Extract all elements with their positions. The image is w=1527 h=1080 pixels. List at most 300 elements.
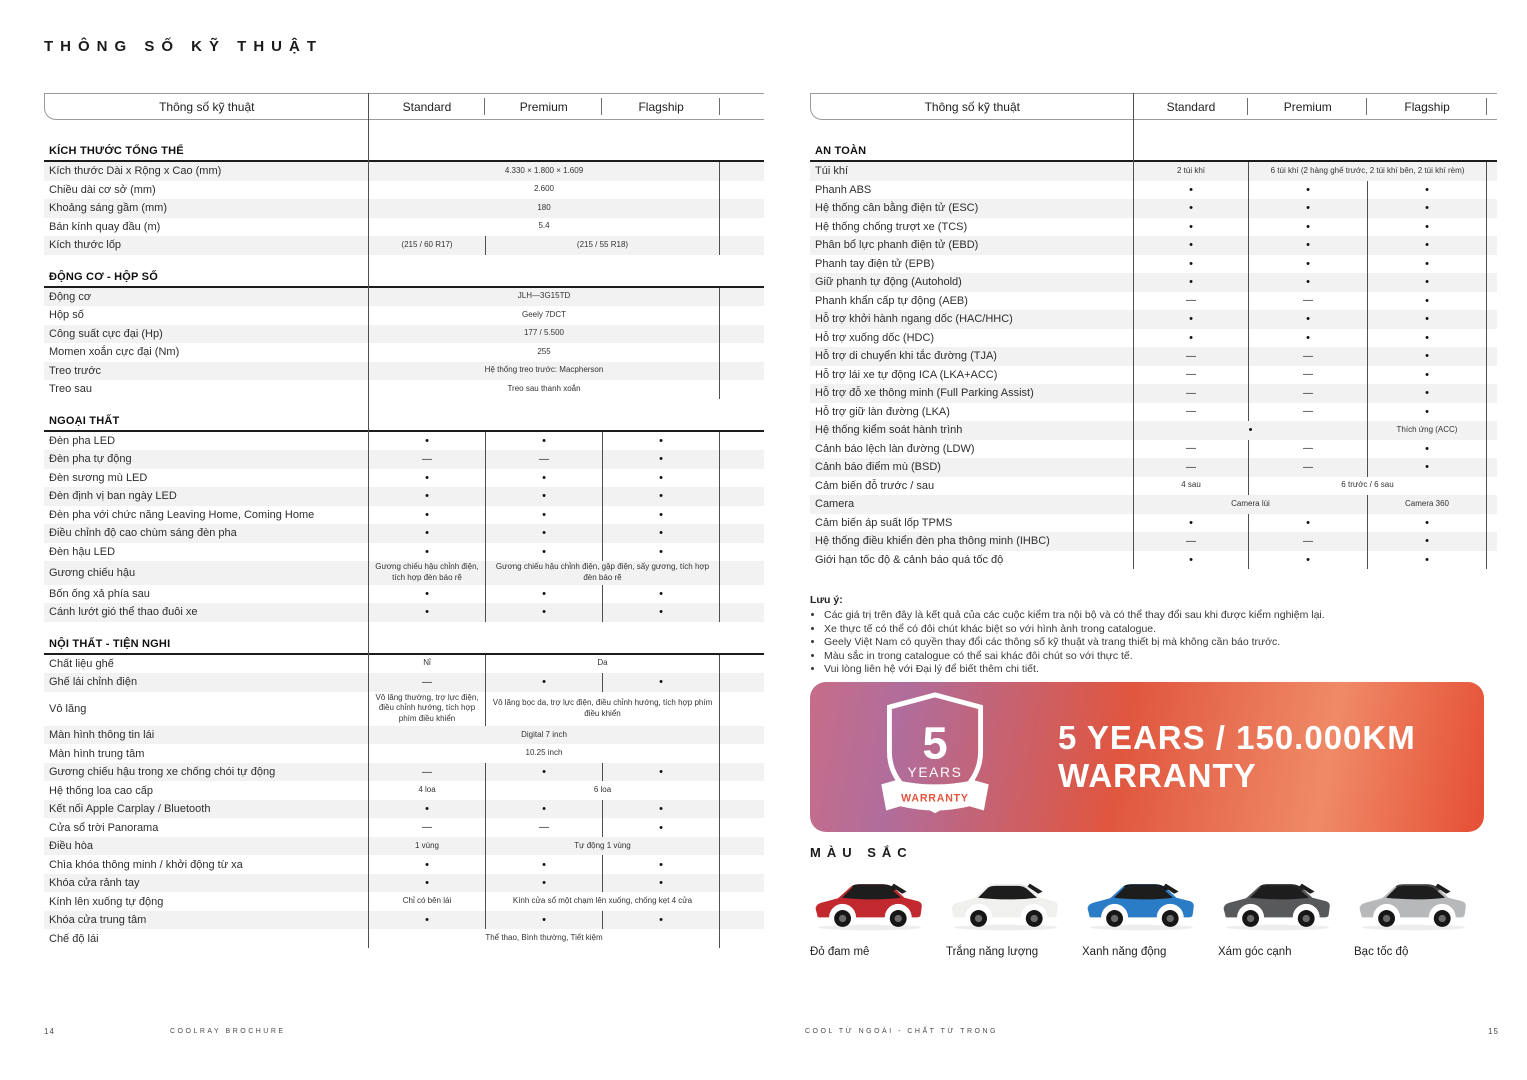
row-value: • xyxy=(485,673,602,692)
car-color-option xyxy=(1082,874,1204,958)
table-row xyxy=(44,325,764,344)
row-value: Nỉ xyxy=(368,655,485,674)
row-label: Công suất cực đại (Hp) xyxy=(49,327,163,340)
row-value: — xyxy=(1248,347,1367,366)
warranty-badge-ribbon: WARRANTY xyxy=(901,792,969,805)
row-value: — xyxy=(368,673,485,692)
row-label: Khóa cửa trung tâm xyxy=(49,914,147,927)
row-label: Bán kính quay đầu (m) xyxy=(49,220,161,233)
table-row xyxy=(810,347,1497,366)
row-value: Tự động 1 vùng xyxy=(485,837,720,856)
table-row xyxy=(44,603,764,622)
row-label: Hệ thống chống trượt xe (TCS) xyxy=(815,220,968,233)
table-section xyxy=(44,142,764,255)
row-label: Hỗ trợ xuống dốc (HDC) xyxy=(815,331,935,344)
table-row xyxy=(810,458,1497,477)
row-label: Phanh tay điện tử (EPB) xyxy=(815,257,935,270)
row-label: Hỗ trợ giữ làn đường (LKA) xyxy=(815,405,950,418)
row-label: Chìa khóa thông minh / khởi động từ xa xyxy=(49,858,243,871)
row-value: — xyxy=(1133,347,1248,366)
row-value: Chỉ có bên lái xyxy=(368,892,485,911)
table-row xyxy=(44,692,764,726)
column-header-flagship: Flagship xyxy=(602,94,720,119)
table-row xyxy=(810,181,1497,200)
row-value: • xyxy=(368,603,485,622)
row-value: Hệ thống treo trước: Macpherson xyxy=(368,362,720,381)
row-label: Hệ thống điều khiển đèn pha thông minh (IHBC) xyxy=(815,535,1050,548)
row-value: • xyxy=(368,487,485,506)
row-value: • xyxy=(368,506,485,525)
table-section xyxy=(44,635,764,948)
table-row xyxy=(44,432,764,451)
row-label: Giữ phanh tự động (Autohold) xyxy=(815,276,962,289)
table-row xyxy=(44,343,764,362)
table-row xyxy=(44,288,764,307)
row-value: 2 túi khí xyxy=(1133,162,1248,181)
table-row xyxy=(44,162,764,181)
row-value: • xyxy=(602,524,720,543)
row-value: • xyxy=(1367,255,1487,274)
row-label: Vô lăng xyxy=(49,702,87,715)
notes-title: Lưu ý: xyxy=(810,594,843,606)
table-row xyxy=(44,673,764,692)
table-row xyxy=(44,763,764,782)
row-value: 180 xyxy=(368,199,720,218)
row-value: • xyxy=(1367,384,1487,403)
table-row xyxy=(44,380,764,399)
row-label: Điều chỉnh độ cao chùm sáng đèn pha xyxy=(49,527,237,540)
table-row xyxy=(44,892,764,911)
row-value: Camera lùi xyxy=(1133,495,1367,514)
row-value: • xyxy=(1133,181,1248,200)
row-value: • xyxy=(368,911,485,930)
row-value: • xyxy=(1133,218,1248,237)
table-row xyxy=(44,837,764,856)
row-value: • xyxy=(485,487,602,506)
row-value: • xyxy=(1367,532,1487,551)
row-value: 6 loa xyxy=(485,781,720,800)
row-value: 6 túi khí (2 hàng ghế trước, 2 túi khí bên, 2 túi khí rèm) xyxy=(1248,162,1487,181)
table-row xyxy=(44,561,764,585)
row-value: • xyxy=(1248,551,1367,570)
table-row xyxy=(810,532,1497,551)
row-value: • xyxy=(602,543,720,562)
row-value: Digital 7 inch xyxy=(368,726,720,745)
car-image xyxy=(946,874,1064,936)
row-value: • xyxy=(485,469,602,488)
spec-table-header xyxy=(810,93,1497,120)
column-header-flagship: Flagship xyxy=(1367,94,1487,119)
row-label: Hệ thống kiểm soát hành trình xyxy=(815,424,963,437)
row-value: • xyxy=(368,800,485,819)
table-section xyxy=(44,412,764,622)
table-row xyxy=(810,236,1497,255)
table-row xyxy=(44,236,764,255)
row-label: Giới hạn tốc độ & cảnh báo quá tốc độ xyxy=(815,553,1004,566)
section-header: KÍCH THƯỚC TỔNG THỂ xyxy=(44,142,764,162)
table-row xyxy=(44,306,764,325)
column-header-standard: Standard xyxy=(1134,94,1249,119)
table-row xyxy=(44,800,764,819)
note-item: • Các giá trị trên đây là kết quả của các cuộc kiểm tra nội bộ và có thể thay đổi sau khi được kiểm nghiệm lại. xyxy=(824,609,1500,623)
warranty-line1: 5 YEARS / 150.000KM xyxy=(1058,719,1416,756)
row-value: • xyxy=(1248,236,1367,255)
row-value: • xyxy=(602,469,720,488)
table-row xyxy=(810,421,1497,440)
row-value: — xyxy=(368,763,485,782)
row-value: • xyxy=(602,603,720,622)
row-value: — xyxy=(1133,384,1248,403)
car-color-name: Xanh năng động xyxy=(1082,946,1167,958)
row-label: Camera xyxy=(815,498,855,511)
row-value: • xyxy=(1248,310,1367,329)
row-label: Cảm biến đỗ trước / sau xyxy=(815,479,935,492)
table-row xyxy=(44,929,764,948)
row-value: • xyxy=(1367,292,1487,311)
row-label: Hỗ trợ đỗ xe thông minh (Full Parking Assist) xyxy=(815,387,1034,400)
cars-row xyxy=(810,874,1510,958)
row-value: 255 xyxy=(368,343,720,362)
row-value: • xyxy=(485,524,602,543)
row-label: Túi khí xyxy=(815,165,849,178)
row-value: • xyxy=(368,432,485,451)
column-header-premium: Premium xyxy=(485,94,602,119)
table-row xyxy=(44,781,764,800)
row-label: Cảnh báo điểm mù (BSD) xyxy=(815,461,941,474)
table-row xyxy=(810,440,1497,459)
row-value: • xyxy=(1133,421,1367,440)
row-value: • xyxy=(1248,273,1367,292)
table-row xyxy=(44,726,764,745)
row-label: Kích thước Dài x Rộng x Cao (mm) xyxy=(49,165,222,178)
row-label: Chế độ lái xyxy=(49,932,99,945)
table-row xyxy=(44,543,764,562)
row-label: Đèn định vị ban ngày LED xyxy=(49,490,177,503)
row-value: • xyxy=(1133,255,1248,274)
row-value: Treo sau thanh xoắn xyxy=(368,380,720,399)
row-value: — xyxy=(1133,440,1248,459)
row-label: Momen xoắn cực đại (Nm) xyxy=(49,346,180,359)
row-value: — xyxy=(485,818,602,837)
section-header: NỘI THẤT - TIỆN NGHI xyxy=(44,635,764,655)
row-value: 4 loa xyxy=(368,781,485,800)
row-label: Màn hình trung tâm xyxy=(49,747,145,760)
row-value: — xyxy=(1133,532,1248,551)
row-value: • xyxy=(485,874,602,893)
row-value: — xyxy=(1133,292,1248,311)
row-label: Chất liệu ghế xyxy=(49,657,114,670)
row-value: • xyxy=(485,800,602,819)
row-value: • xyxy=(1133,273,1248,292)
table-row xyxy=(810,495,1497,514)
page-number-right: 15 xyxy=(1488,1027,1499,1036)
row-value: • xyxy=(602,874,720,893)
table-row xyxy=(44,218,764,237)
row-label: Điều hòa xyxy=(49,840,94,853)
car-color-name: Xám góc cạnh xyxy=(1218,946,1292,958)
table-row xyxy=(44,450,764,469)
row-value: • xyxy=(1367,440,1487,459)
row-value: Thể thao, Bình thường, Tiết kiệm xyxy=(368,929,720,948)
colors-title: MÀU SẮC xyxy=(810,845,913,860)
table-row xyxy=(810,273,1497,292)
row-value: — xyxy=(368,450,485,469)
row-label: Cảm biến áp suất lốp TPMS xyxy=(815,516,953,529)
row-label: Màn hình thông tin lái xyxy=(49,729,155,742)
row-value: • xyxy=(368,855,485,874)
row-label: Hệ thống cân bằng điện tử (ESC) xyxy=(815,202,979,215)
car-color-option xyxy=(946,874,1068,958)
row-value: • xyxy=(1133,310,1248,329)
row-value: • xyxy=(1248,255,1367,274)
car-image xyxy=(1218,874,1336,936)
table-row xyxy=(810,162,1497,181)
row-value: 4.330 × 1.800 × 1.609 xyxy=(368,162,720,181)
row-value: • xyxy=(368,469,485,488)
row-label: Đèn sương mù LED xyxy=(49,471,148,484)
row-value: • xyxy=(1367,403,1487,422)
row-value: 1 vùng xyxy=(368,837,485,856)
warranty-line2: WARRANTY xyxy=(1058,757,1257,794)
row-value: • xyxy=(1248,514,1367,533)
table-row xyxy=(44,469,764,488)
page-title: THÔNG SỐ KỸ THUẬT xyxy=(44,38,323,55)
row-label: Đèn pha với chức năng Leaving Home, Coming Home xyxy=(49,508,315,521)
table-row xyxy=(810,551,1497,570)
row-value: • xyxy=(368,543,485,562)
page-number-left: 14 xyxy=(44,1027,55,1036)
row-value: • xyxy=(602,585,720,604)
row-label: Đèn pha LED xyxy=(49,434,116,447)
row-label: Hộp số xyxy=(49,309,84,322)
column-header-premium: Premium xyxy=(1248,94,1367,119)
row-label: Kết nối Apple Carplay / Bluetooth xyxy=(49,803,211,816)
row-value: Geely 7DCT xyxy=(368,306,720,325)
section-header: ĐỘNG CƠ - HỘP SỐ xyxy=(44,268,764,288)
table-row xyxy=(44,874,764,893)
row-value: • xyxy=(1367,551,1487,570)
row-value: • xyxy=(602,763,720,782)
row-label: Phanh ABS xyxy=(815,183,872,196)
notes-section xyxy=(810,594,1500,677)
table-row xyxy=(44,911,764,930)
row-value: • xyxy=(368,874,485,893)
row-value: • xyxy=(485,763,602,782)
row-label: Động cơ xyxy=(49,290,92,303)
row-label: Treo sau xyxy=(49,383,93,396)
row-value: — xyxy=(1248,292,1367,311)
table-row xyxy=(810,403,1497,422)
row-label: Hỗ trợ di chuyển khi tắc đường (TJA) xyxy=(815,350,997,363)
table-row xyxy=(810,218,1497,237)
table-row xyxy=(810,329,1497,348)
table-row xyxy=(44,585,764,604)
row-label: Chiều dài cơ sở (mm) xyxy=(49,183,156,196)
table-row xyxy=(810,384,1497,403)
row-value: 4 sau xyxy=(1133,477,1248,496)
row-value: • xyxy=(485,432,602,451)
note-item: • Vui lòng liên hệ với Đại lý để biết thêm chi tiết. xyxy=(824,663,1500,677)
car-image xyxy=(1354,874,1472,936)
warranty-shield-icon xyxy=(872,690,998,830)
row-value: • xyxy=(1367,273,1487,292)
car-color-name: Trắng năng lượng xyxy=(946,946,1039,958)
row-value: • xyxy=(1133,551,1248,570)
spec-table-left xyxy=(44,93,764,948)
row-value: — xyxy=(1248,458,1367,477)
notes-list xyxy=(810,609,1500,677)
row-label: Đèn pha tự động xyxy=(49,453,132,466)
row-value: • xyxy=(368,524,485,543)
row-value: — xyxy=(1248,366,1367,385)
note-item: • Xe thực tế có thể có đôi chút khác biệt so với hình ảnh trong catalogue. xyxy=(824,623,1500,637)
warranty-banner xyxy=(810,682,1484,832)
row-value: • xyxy=(1133,236,1248,255)
row-value: • xyxy=(485,506,602,525)
row-value: • xyxy=(1367,347,1487,366)
table-row xyxy=(810,292,1497,311)
row-value: Vô lăng thường, trợ lực điện, điều chỉnh hướng, tích hợp phím điều khiển xyxy=(368,692,485,726)
row-value: • xyxy=(1248,199,1367,218)
row-value: — xyxy=(1248,532,1367,551)
colors-section xyxy=(810,845,1510,958)
row-value: • xyxy=(602,855,720,874)
row-label: Cánh lướt gió thể thao đuôi xe xyxy=(49,606,198,619)
row-value: (215 / 60 R17) xyxy=(368,236,485,255)
note-item: • Geely Việt Nam có quyền thay đổi các thông số kỹ thuật và trang thiết bị mà không cần báo trước. xyxy=(824,636,1500,650)
row-label: Phanh khẩn cấp tự động (AEB) xyxy=(815,294,968,307)
row-value: • xyxy=(1367,310,1487,329)
table-row xyxy=(810,310,1497,329)
table-row xyxy=(810,366,1497,385)
row-value: • xyxy=(1248,181,1367,200)
table-row xyxy=(44,362,764,381)
row-value: • xyxy=(485,911,602,930)
row-value: Gương chiếu hậu chỉnh điện, gập điện, sấy gương, tích hợp đèn báo rẽ xyxy=(485,561,720,585)
row-label: Gương chiếu hậu trong xe chống chói tự động xyxy=(49,766,276,779)
row-value: — xyxy=(1133,403,1248,422)
row-value: Da xyxy=(485,655,720,674)
warranty-badge-number: 5 xyxy=(922,717,948,769)
row-label: Đèn hậu LED xyxy=(49,545,116,558)
row-value: — xyxy=(368,818,485,837)
row-label: Kính lên xuống tự động xyxy=(49,895,164,908)
table-section xyxy=(810,142,1497,569)
row-value: • xyxy=(602,506,720,525)
row-value: • xyxy=(602,800,720,819)
car-color-option xyxy=(1354,874,1476,958)
row-value: (215 / 55 R18) xyxy=(485,236,720,255)
row-value: 177 / 5.500 xyxy=(368,325,720,344)
table-row xyxy=(44,181,764,200)
row-value: • xyxy=(1367,458,1487,477)
row-value: • xyxy=(1367,329,1487,348)
column-header-standard: Standard xyxy=(369,94,486,119)
row-value: • xyxy=(1133,514,1248,533)
car-color-name: Bạc tốc độ xyxy=(1354,946,1409,958)
row-label: Khóa cửa rảnh tay xyxy=(49,877,140,890)
row-value: • xyxy=(602,487,720,506)
car-color-name: Đỏ đam mê xyxy=(810,946,870,958)
row-value: • xyxy=(1133,199,1248,218)
table-row xyxy=(810,199,1497,218)
row-label: Kích thước lốp xyxy=(49,239,122,252)
footer-right-text: COOL TỪ NGOÀI - CHẤT TỪ TRONG xyxy=(805,1028,998,1035)
row-value: • xyxy=(602,818,720,837)
row-value: — xyxy=(1248,384,1367,403)
table-row xyxy=(810,477,1497,496)
row-value: Kính cửa sổ một chạm lên xuống, chống kẹt 4 cửa xyxy=(485,892,720,911)
table-row xyxy=(44,199,764,218)
car-color-option xyxy=(810,874,932,958)
row-label: Bốn ống xả phía sau xyxy=(49,587,150,600)
row-value: Thích ứng (ACC) xyxy=(1367,421,1487,440)
note-item: • Màu sắc in trong catalogue có thể sai khác đôi chút so với thực tế. xyxy=(824,650,1500,664)
row-label: Cửa sổ trời Panorama xyxy=(49,821,159,834)
footer-left-text: COOLRAY BROCHURE xyxy=(170,1028,286,1035)
row-value: — xyxy=(1133,366,1248,385)
row-label: Gương chiếu hậu xyxy=(49,566,136,579)
table-row xyxy=(44,506,764,525)
table-row xyxy=(44,855,764,874)
row-value: • xyxy=(485,585,602,604)
row-label: Hỗ trợ khởi hành ngang dốc (HAC/HHC) xyxy=(815,313,1013,326)
row-value: Camera 360 xyxy=(1367,495,1487,514)
table-row xyxy=(44,744,764,763)
row-label: Treo trước xyxy=(49,364,102,377)
spec-table-right xyxy=(810,93,1497,569)
row-value: 2.600 xyxy=(368,181,720,200)
row-value: • xyxy=(602,911,720,930)
row-value: • xyxy=(602,673,720,692)
row-value: • xyxy=(602,432,720,451)
row-value: • xyxy=(485,543,602,562)
header-filler xyxy=(1487,94,1497,119)
row-value: Gương chiếu hậu chỉnh điện, tích hợp đèn báo rẽ xyxy=(368,561,485,585)
row-value: • xyxy=(485,603,602,622)
warranty-text xyxy=(1058,719,1416,795)
header-label: Thông số kỹ thuật xyxy=(159,99,255,114)
car-image xyxy=(1082,874,1200,936)
row-label: Hệ thống loa cao cấp xyxy=(49,784,153,797)
section-header: NGOẠI THẤT xyxy=(44,412,764,432)
row-value: — xyxy=(485,450,602,469)
table-row xyxy=(810,514,1497,533)
row-value: • xyxy=(1367,366,1487,385)
header-filler xyxy=(720,94,764,119)
row-value: • xyxy=(1248,329,1367,348)
table-row xyxy=(44,655,764,674)
row-value: — xyxy=(1248,403,1367,422)
row-value: JLH—3G15TD xyxy=(368,288,720,307)
car-image xyxy=(810,874,928,936)
row-value: — xyxy=(1133,458,1248,477)
row-value: 6 trước / 6 sau xyxy=(1248,477,1487,496)
row-label: Cảnh báo lệch làn đường (LDW) xyxy=(815,442,975,455)
row-value: • xyxy=(1367,236,1487,255)
row-value: • xyxy=(485,855,602,874)
warranty-badge-years: YEARS xyxy=(907,764,963,781)
table-row xyxy=(44,818,764,837)
table-row xyxy=(44,524,764,543)
row-value: • xyxy=(1367,514,1487,533)
row-label: Hỗ trợ lái xe tự động ICA (LKA+ACC) xyxy=(815,368,998,381)
row-value: • xyxy=(368,585,485,604)
row-label: Ghế lái chỉnh điện xyxy=(49,676,138,689)
row-value: — xyxy=(1248,440,1367,459)
table-row xyxy=(44,487,764,506)
row-value: Vô lăng bọc da, trợ lực điện, điều chỉnh hướng, tích hợp phím điều khiển xyxy=(485,692,720,726)
